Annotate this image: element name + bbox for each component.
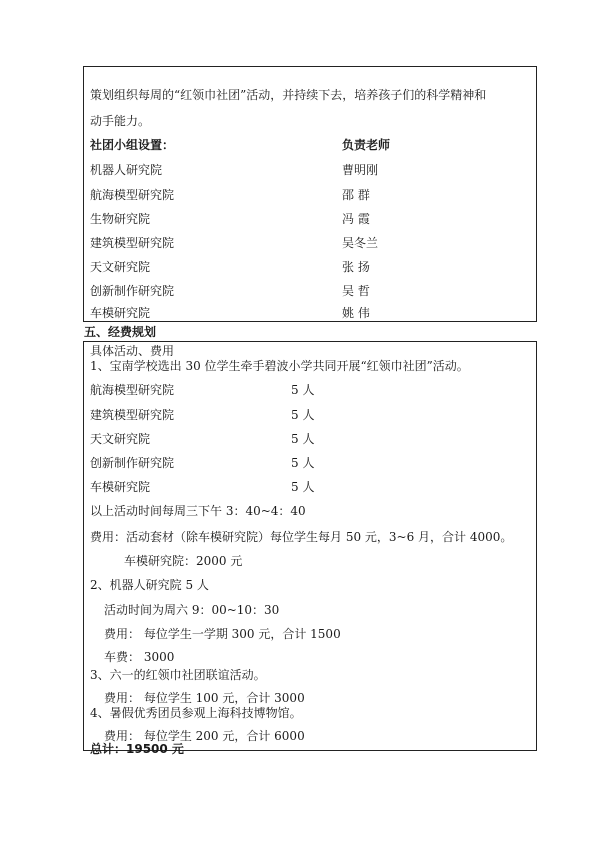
group-teacher: 吴 哲: [342, 284, 370, 298]
budget-group-name: 车模研究院: [90, 480, 151, 494]
group-name: 机器人研究院: [90, 163, 163, 177]
budget-group-count: 5 人: [291, 480, 315, 494]
total: 总计：19500 元: [90, 742, 184, 756]
budget-group-name: 建筑模型研究院: [90, 408, 175, 422]
item-1: 1、宝南学校选出 30 位学生牵手碧波小学共同开展“红领巾社团”活动。: [90, 359, 469, 373]
intro-line-2: 动手能力。: [90, 114, 151, 128]
fee-2: 费用： 每位学生一学期 300 元，合计 1500: [104, 627, 341, 641]
group-teacher: 吴冬兰: [342, 236, 379, 250]
fee-1: 费用：活动套材（除车模研究院）每位学生每月 50 元，3~6 月，合计 4000。: [90, 530, 513, 544]
item-3: 3、六一的红领巾社团联谊活动。: [90, 668, 266, 682]
group-teacher: 冯 霞: [342, 212, 370, 226]
group-name: 车模研究院: [90, 306, 151, 320]
group-name: 生物研究院: [90, 212, 151, 226]
fee-4: 费用： 每位学生 200 元，合计 6000: [104, 729, 305, 743]
time-2: 活动时间为周六 9：00~10：30: [104, 603, 280, 617]
budget-subtitle: 具体活动、费用: [90, 344, 175, 358]
budget-group-count: 5 人: [291, 383, 315, 397]
groups-header-left: 社团小组设置：: [90, 138, 175, 152]
item-4: 4、暑假优秀团员参观上海科技博物馆。: [90, 706, 302, 720]
group-teacher: 姚 伟: [342, 306, 370, 320]
group-teacher: 曹明刚: [342, 163, 379, 177]
item-2: 2、机器人研究院 5 人: [90, 578, 209, 592]
time-1: 以上活动时间每周三下午 3：40~4：40: [90, 504, 306, 518]
budget-group-count: 5 人: [291, 408, 315, 422]
section-title: 五、经费规划: [84, 325, 157, 339]
group-name: 创新制作研究院: [90, 284, 175, 298]
budget-group-name: 天文研究院: [90, 432, 151, 446]
group-name: 建筑模型研究院: [90, 236, 175, 250]
fee-1b: 车模研究院：2000 元: [124, 554, 243, 568]
budget-box: [83, 341, 537, 751]
group-teacher: 邵 群: [342, 188, 370, 202]
group-name: 航海模型研究院: [90, 188, 175, 202]
fee-3: 费用： 每位学生 100 元，合计 3000: [104, 691, 305, 705]
budget-group-count: 5 人: [291, 432, 315, 446]
budget-group-name: 创新制作研究院: [90, 456, 175, 470]
groups-header-right: 负责老师: [342, 138, 391, 152]
car-fee: 车费： 3000: [104, 650, 175, 664]
budget-group-name: 航海模型研究院: [90, 383, 175, 397]
budget-group-count: 5 人: [291, 456, 315, 470]
group-name: 天文研究院: [90, 260, 151, 274]
group-teacher: 张 扬: [342, 260, 370, 274]
intro-line-1: 策划组织每周的“红领巾社团”活动，并持续下去，培养孩子们的科学精神和: [90, 88, 487, 102]
